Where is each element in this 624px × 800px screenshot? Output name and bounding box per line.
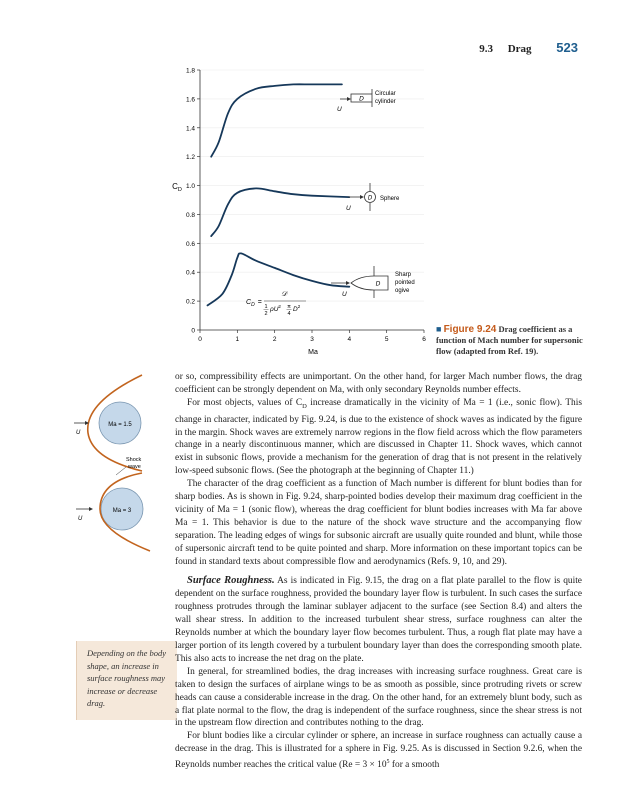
cylinder-flow-symbol: U [337,106,342,113]
section-title: Drag [507,43,532,55]
y-tick-label: 0 [191,327,195,335]
x-tick-label: 5 [384,336,389,343]
bottom-mach-label: Ma = 3 [112,508,132,514]
sphere-flow-symbol: U [346,205,351,212]
caption-label: Figure 9.24 [443,324,497,335]
y-tick-label: 0.8 [185,211,195,219]
y-axis-label: $C_D$ [172,182,182,193]
x-tick-label: 3 [310,336,314,343]
formula-half-numerator: 1 [264,304,268,310]
sphere-label: Sphere [380,196,400,202]
y-tick-label: 1.4 [185,125,195,133]
cylinder-label-2: cylinder [375,99,396,105]
tick-labels [186,68,426,344]
section-number: 9.3 [479,43,493,55]
cylinder-body-symbol: D [359,95,364,103]
y-tick-label: 1.6 [185,96,195,104]
paragraph-1: or so, compressibility effects are unimportant. On the other hand, for larger Mach number flows, the drag coefficient can be strongly dependent on Ma, with only secondary Reynolds number effects. [175,372,582,395]
shock-label-2: wave [128,464,141,470]
x-tick-label: 0 [198,336,202,343]
sphere-body-symbol: D [367,195,373,202]
figure-9-24-chart [160,58,435,358]
sphere-flow-arrowhead [360,195,364,199]
formula-four: 4 [287,311,291,317]
y-tick-label: 1.0 [185,183,195,191]
ogive-curve [208,253,350,305]
ogive-label-1: Sharp [395,272,412,278]
formula-lhs: $C_D$ = [246,299,262,308]
cylinder-inset [337,89,396,113]
ogive-body-symbol: D [375,280,381,288]
ogive-label-2: pointed [395,280,415,286]
bottom-flow-symbol: U [78,516,83,522]
y-tick-label: 0.4 [185,269,195,277]
formula-pi: π [287,304,291,310]
paragraph-2: For most objects, values of $C_D$ increase dramatically in the vicinity of Ma = 1 (i.e., sonic flow). This change in character, indicated by Fig. 9.24, is due to the existence of shock waves as indicated by the figure in the margin. Shock waves are extremely narrow regions in the flow field across which the flow parameters change in a nearly discontinuous manner, which are discussed in Chapter 11. Shock waves, which cannot exist in subsonic flows, provide a mechanism for the generation of drag that is not present in the relatively low-speed subsonic flows. (See the photograph at the beginning of Chapter 11.) [175,397,582,477]
margin-note: Depending on the body shape, an increase in surface roughness may increase or decrease drag. [76,641,177,720]
formula-rho-u: $\rho U^2$ [270,304,281,313]
page-number: 523 [556,40,578,55]
figure-caption [436,324,586,357]
shock-label-1: Shock [126,457,142,463]
ogive-flow-symbol: U [342,291,347,298]
sphere-inset [346,183,400,212]
bottom-flow-arrowhead [89,507,93,511]
ogive-label-3: ogive [395,288,410,294]
cylinder-flow-arrowhead [347,97,351,101]
y-tick-label: 1.2 [185,154,195,162]
body-text [175,371,582,772]
x-tick-label: 1 [235,336,240,343]
y-tick-label: 0.6 [185,240,195,248]
cylinder-curve [211,84,342,156]
formula-d-squared: $D^2$ [293,304,301,313]
x-axis-label: Ma [308,349,318,356]
top-flow-symbol: U [76,430,81,436]
formula-numerator: 𝒟 [281,291,287,298]
ogive-flow-arrowhead [346,281,350,285]
sphere-curve [211,188,349,236]
top-mach-label: Ma = 1.5 [108,422,132,428]
y-tick-label: 0.2 [185,298,195,306]
x-tick-label: 6 [422,336,426,343]
x-tick-label: 4 [347,336,352,343]
ogive-inset [331,266,415,298]
paragraph-3: The character of the drag coefficient as a function of Mach number is different for blunt bodies than for sharp bodies. As is shown in Fig. 9.24, sharp-pointed bodies develop their maximum drag coefficient in the vicinity of Ma = 1 (sonic flow), whereas the drag coefficient for blunt bodies increases with Ma far above Ma = 1. This behavior is due to the nature of the shock wave structure and the accompanying flow separation. The leading edges of wings for subsonic aircraft are usually quite rounded and blunt, while those of supersonic aircraft tend to be quite pointed and sharp. More information on these important topics can be found in standard texts about compressible flow and aerodynamics (Refs. 9, 10, and 29). [175,479,582,567]
shock-bottom-figure [76,473,150,551]
caption-text: Drag coefficient as a function of Mach number for supersonic flow (adapted from Ref. 19). [436,324,583,356]
paragraph-4: Surface Roughness. As is indicated in Fig. 9.15, the drag on a flat plate parallel to the flow is quite dependent on the surface roughness, provided the boundary layer flow is turbulent. In such cases the surface roughness protrudes through the laminar sublayer adjacent to the surface (see Section 8.4) and alters the wall shear stress. In addition to the increased turbulent shear stress, surface roughness can alter the Reynolds number at which the boundary layer flow becomes turbulent. Thus, a rough flat plate may have a larger portion of its length covered by a turbulent boundary layer than does the corresponding smooth plate. This also acts to increase the net drag on the plate. [175,575,582,664]
surface-roughness-heading: Surface Roughness. [187,575,275,587]
x-tick-label: 2 [272,336,277,343]
ogive-body [351,276,388,290]
paragraph-6: For blunt bodies like a circular cylinder or sphere, an increase in surface roughness can actually cause a decrease in the drag. This is illustrated for a sphere in Fig. 9.25. As is discussed in Section 9.2.6, when the Reynolds number reaches the critical value ($Re = 3 \times 10^5$ for a smooth [175,731,582,771]
caption-square-icon: ■ [436,324,442,334]
cylinder-label-1: Circular [375,91,396,97]
drag-formula [246,291,306,317]
running-header [479,40,578,55]
y-tick-label: 1.8 [185,67,195,75]
shock-wave-diagram [72,371,162,616]
paragraph-5: In general, for streamlined bodies, the drag increases with increasing surface roughness. Great care is taken to design the surfaces of airplane wings to be as smooth as possible, since protruding rivets or screw heads can cause a considerable increase in the drag. On the other hand, for an extremely blunt body, such as a flat plate normal to the flow, the drag is independent of the surface roughness, since the shear stress is not in the upstream flow direction and contributes nothing to the drag. [175,666,582,729]
shock-label-leader [116,467,126,475]
formula-half-denominator: 2 [264,311,268,317]
